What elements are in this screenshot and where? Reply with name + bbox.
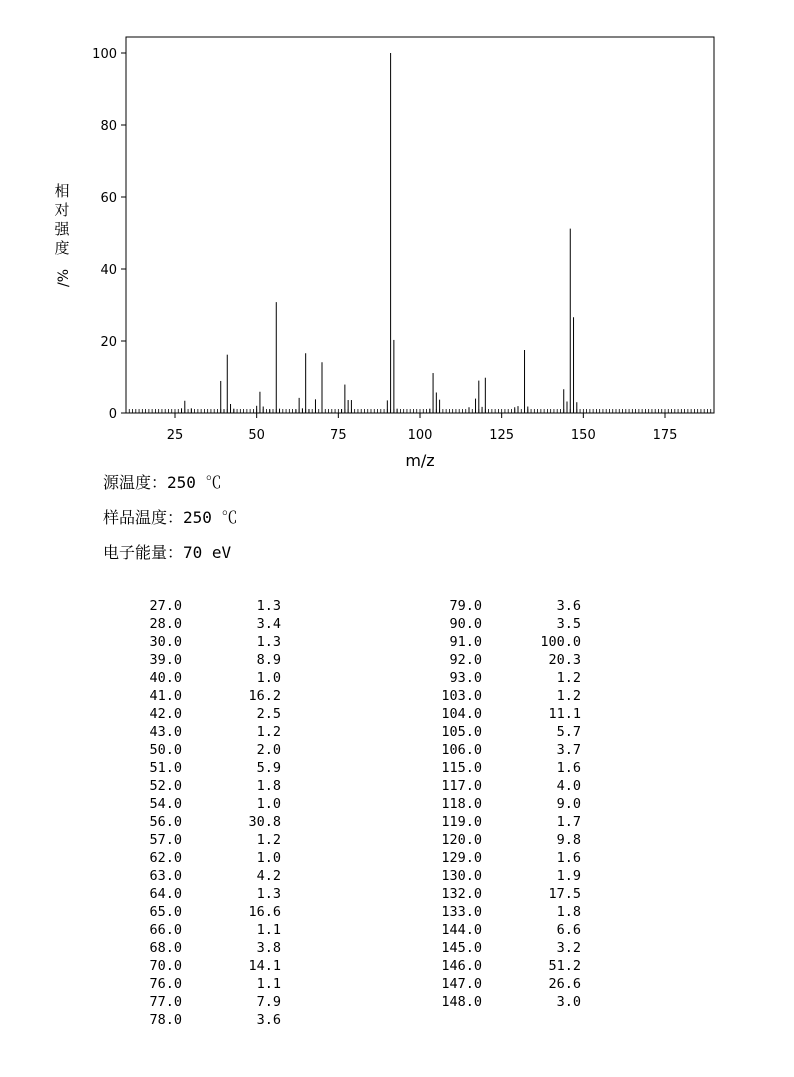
x-tick-label: 100 [407, 428, 433, 443]
y-axis-label-unit: /% [56, 268, 72, 288]
abundance-value: 3.5 [556, 616, 581, 632]
table-row [120, 993, 290, 1011]
table-row [120, 975, 290, 993]
mz-value: 106.0 [441, 742, 482, 758]
condition-line [103, 505, 238, 528]
table-row [120, 651, 290, 669]
abundance-value: 17.5 [548, 886, 581, 902]
table-row [420, 615, 590, 633]
condition-value: 250 ℃ [183, 508, 238, 527]
mz-value: 115.0 [441, 760, 482, 776]
mz-value: 79.0 [449, 598, 482, 614]
table-row [420, 975, 590, 993]
x-axis-ticks [167, 413, 678, 443]
mz-value: 56.0 [149, 814, 182, 830]
x-tick-label: 175 [652, 428, 678, 443]
table-row [420, 669, 590, 687]
mz-value: 133.0 [441, 904, 482, 920]
mz-value: 132.0 [441, 886, 482, 902]
table-row [420, 921, 590, 939]
table-row [420, 705, 590, 723]
abundance-value: 1.3 [256, 886, 281, 902]
abundance-value: 1.3 [256, 634, 281, 650]
mz-value: 129.0 [441, 850, 482, 866]
mz-value: 144.0 [441, 922, 482, 938]
abundance-value: 100.0 [540, 634, 581, 650]
mz-value: 90.0 [449, 616, 482, 632]
condition-label: 源温度： [103, 473, 168, 492]
abundance-value: 1.8 [556, 904, 581, 920]
mz-value: 77.0 [149, 994, 182, 1010]
y-tick-label: 0 [108, 407, 117, 422]
mz-value: 68.0 [149, 940, 182, 956]
table-row [120, 777, 290, 795]
abundance-value: 11.1 [548, 706, 581, 722]
condition-label: 样品温度： [103, 508, 184, 527]
table-row [420, 903, 590, 921]
table-row [120, 741, 290, 759]
mz-value: 118.0 [441, 796, 482, 812]
abundance-value: 1.3 [256, 598, 281, 614]
abundance-value: 26.6 [548, 976, 581, 992]
abundance-value: 1.1 [256, 976, 281, 992]
table-row [420, 741, 590, 759]
mz-value: 51.0 [149, 760, 182, 776]
table-row [120, 615, 290, 633]
mz-value: 39.0 [149, 652, 182, 668]
table-row [120, 867, 290, 885]
mz-value: 105.0 [441, 724, 482, 740]
abundance-value: 5.7 [556, 724, 581, 740]
y-axis-label: 相对强度 [54, 182, 70, 257]
plot-frame [126, 37, 714, 413]
abundance-value: 3.0 [556, 994, 581, 1010]
x-tick-label: 25 [166, 428, 184, 443]
abundance-value: 51.2 [548, 958, 581, 974]
abundance-value: 14.1 [248, 958, 281, 974]
mz-value: 119.0 [441, 814, 482, 830]
table-row [120, 903, 290, 921]
x-tick-label: 125 [489, 428, 515, 443]
table-row [120, 759, 290, 777]
abundance-value: 3.2 [556, 940, 581, 956]
abundance-value: 1.0 [256, 796, 281, 812]
mz-value: 54.0 [149, 796, 182, 812]
table-row [420, 831, 590, 849]
table-row [120, 687, 290, 705]
table-row [420, 777, 590, 795]
mz-value: 65.0 [149, 904, 182, 920]
table-row [420, 687, 590, 705]
mz-value: 41.0 [149, 688, 182, 704]
y-tick-label: 100 [92, 47, 117, 62]
mz-value: 92.0 [449, 652, 482, 668]
mz-value: 146.0 [441, 958, 482, 974]
mz-value: 43.0 [149, 724, 182, 740]
abundance-value: 5.9 [256, 760, 281, 776]
mz-value: 63.0 [149, 868, 182, 884]
abundance-value: 4.2 [256, 868, 281, 884]
x-tick-label: 75 [330, 428, 347, 443]
abundance-value: 2.0 [256, 742, 281, 758]
x-axis-label: m/z [405, 451, 435, 470]
abundance-value: 7.9 [256, 994, 281, 1010]
abundance-value: 1.6 [556, 760, 581, 776]
table-row [420, 849, 590, 867]
table-row [420, 813, 590, 831]
mz-value: 27.0 [149, 598, 182, 614]
table-row [420, 885, 590, 903]
table-row [120, 597, 290, 615]
mz-value: 120.0 [441, 832, 482, 848]
table-row [420, 795, 590, 813]
mz-value: 62.0 [149, 850, 182, 866]
abundance-value: 3.6 [556, 598, 581, 614]
abundance-value: 3.6 [256, 1012, 281, 1028]
mz-value: 93.0 [449, 670, 482, 686]
mz-value: 70.0 [149, 958, 182, 974]
table-row [120, 669, 290, 687]
condition-label: 电子能量： [103, 543, 184, 562]
x-tick-label: 50 [248, 428, 265, 443]
y-tick-label: 40 [100, 263, 117, 278]
mz-value: 66.0 [149, 922, 182, 938]
y-axis-ticks [92, 47, 126, 422]
table-row [420, 651, 590, 669]
y-tick-label: 80 [100, 119, 117, 134]
mz-value: 91.0 [449, 634, 482, 650]
abundance-value: 2.5 [256, 706, 281, 722]
abundance-value: 1.2 [556, 670, 581, 686]
mz-value: 147.0 [441, 976, 482, 992]
y-tick-label: 20 [100, 335, 117, 350]
table-row [420, 939, 590, 957]
abundance-value: 9.0 [556, 796, 581, 812]
mz-value: 64.0 [149, 886, 182, 902]
abundance-value: 16.6 [248, 904, 281, 920]
table-row [120, 831, 290, 849]
y-tick-label: 60 [100, 191, 117, 206]
table-row [120, 633, 290, 651]
minor-ticks [126, 409, 714, 413]
mz-value: 130.0 [441, 868, 482, 884]
table-row [120, 705, 290, 723]
condition-value: 70 eV [183, 543, 232, 562]
mz-value: 117.0 [441, 778, 482, 794]
table-row [120, 939, 290, 957]
abundance-value: 20.3 [548, 652, 581, 668]
peak-table-right [420, 597, 590, 1011]
peak-lines [182, 53, 577, 413]
abundance-value: 1.0 [256, 670, 281, 686]
mass-spectrum-chart [0, 0, 794, 480]
mz-value: 148.0 [441, 994, 482, 1010]
abundance-value: 3.7 [556, 742, 581, 758]
abundance-value: 1.6 [556, 850, 581, 866]
abundance-value: 3.8 [256, 940, 281, 956]
condition-value: 250 ℃ [167, 473, 222, 492]
mz-value: 78.0 [149, 1012, 182, 1028]
abundance-value: 1.8 [256, 778, 281, 794]
table-row [120, 813, 290, 831]
mz-value: 28.0 [149, 616, 182, 632]
table-row [120, 795, 290, 813]
abundance-value: 9.8 [556, 832, 581, 848]
mz-value: 103.0 [441, 688, 482, 704]
peak-table-left [120, 597, 290, 1029]
table-row [120, 957, 290, 975]
abundance-value: 1.2 [256, 724, 281, 740]
abundance-value: 3.4 [256, 616, 281, 632]
table-row [120, 921, 290, 939]
table-row [120, 723, 290, 741]
abundance-value: 1.2 [256, 832, 281, 848]
table-row [420, 597, 590, 615]
table-row [420, 723, 590, 741]
condition-line [103, 470, 222, 493]
abundance-value: 6.6 [556, 922, 581, 938]
table-row [420, 759, 590, 777]
abundance-value: 1.9 [556, 868, 581, 884]
abundance-value: 1.2 [556, 688, 581, 704]
abundance-value: 1.7 [556, 814, 581, 830]
mz-value: 40.0 [149, 670, 182, 686]
mz-value: 76.0 [149, 976, 182, 992]
mz-value: 104.0 [441, 706, 482, 722]
mz-value: 50.0 [149, 742, 182, 758]
table-row [420, 957, 590, 975]
mz-value: 145.0 [441, 940, 482, 956]
table-row [120, 1011, 290, 1029]
table-row [420, 633, 590, 651]
table-row [120, 849, 290, 867]
abundance-value: 4.0 [556, 778, 581, 794]
abundance-value: 16.2 [248, 688, 281, 704]
mz-value: 57.0 [149, 832, 182, 848]
x-tick-label: 150 [570, 428, 596, 443]
table-row [120, 885, 290, 903]
mz-value: 30.0 [149, 634, 182, 650]
table-row [420, 993, 590, 1011]
mz-value: 52.0 [149, 778, 182, 794]
abundance-value: 1.0 [256, 850, 281, 866]
abundance-value: 8.9 [256, 652, 281, 668]
condition-line [103, 540, 231, 563]
mz-value: 42.0 [149, 706, 182, 722]
abundance-value: 30.8 [248, 814, 281, 830]
abundance-value: 1.1 [256, 922, 281, 938]
table-row [420, 867, 590, 885]
